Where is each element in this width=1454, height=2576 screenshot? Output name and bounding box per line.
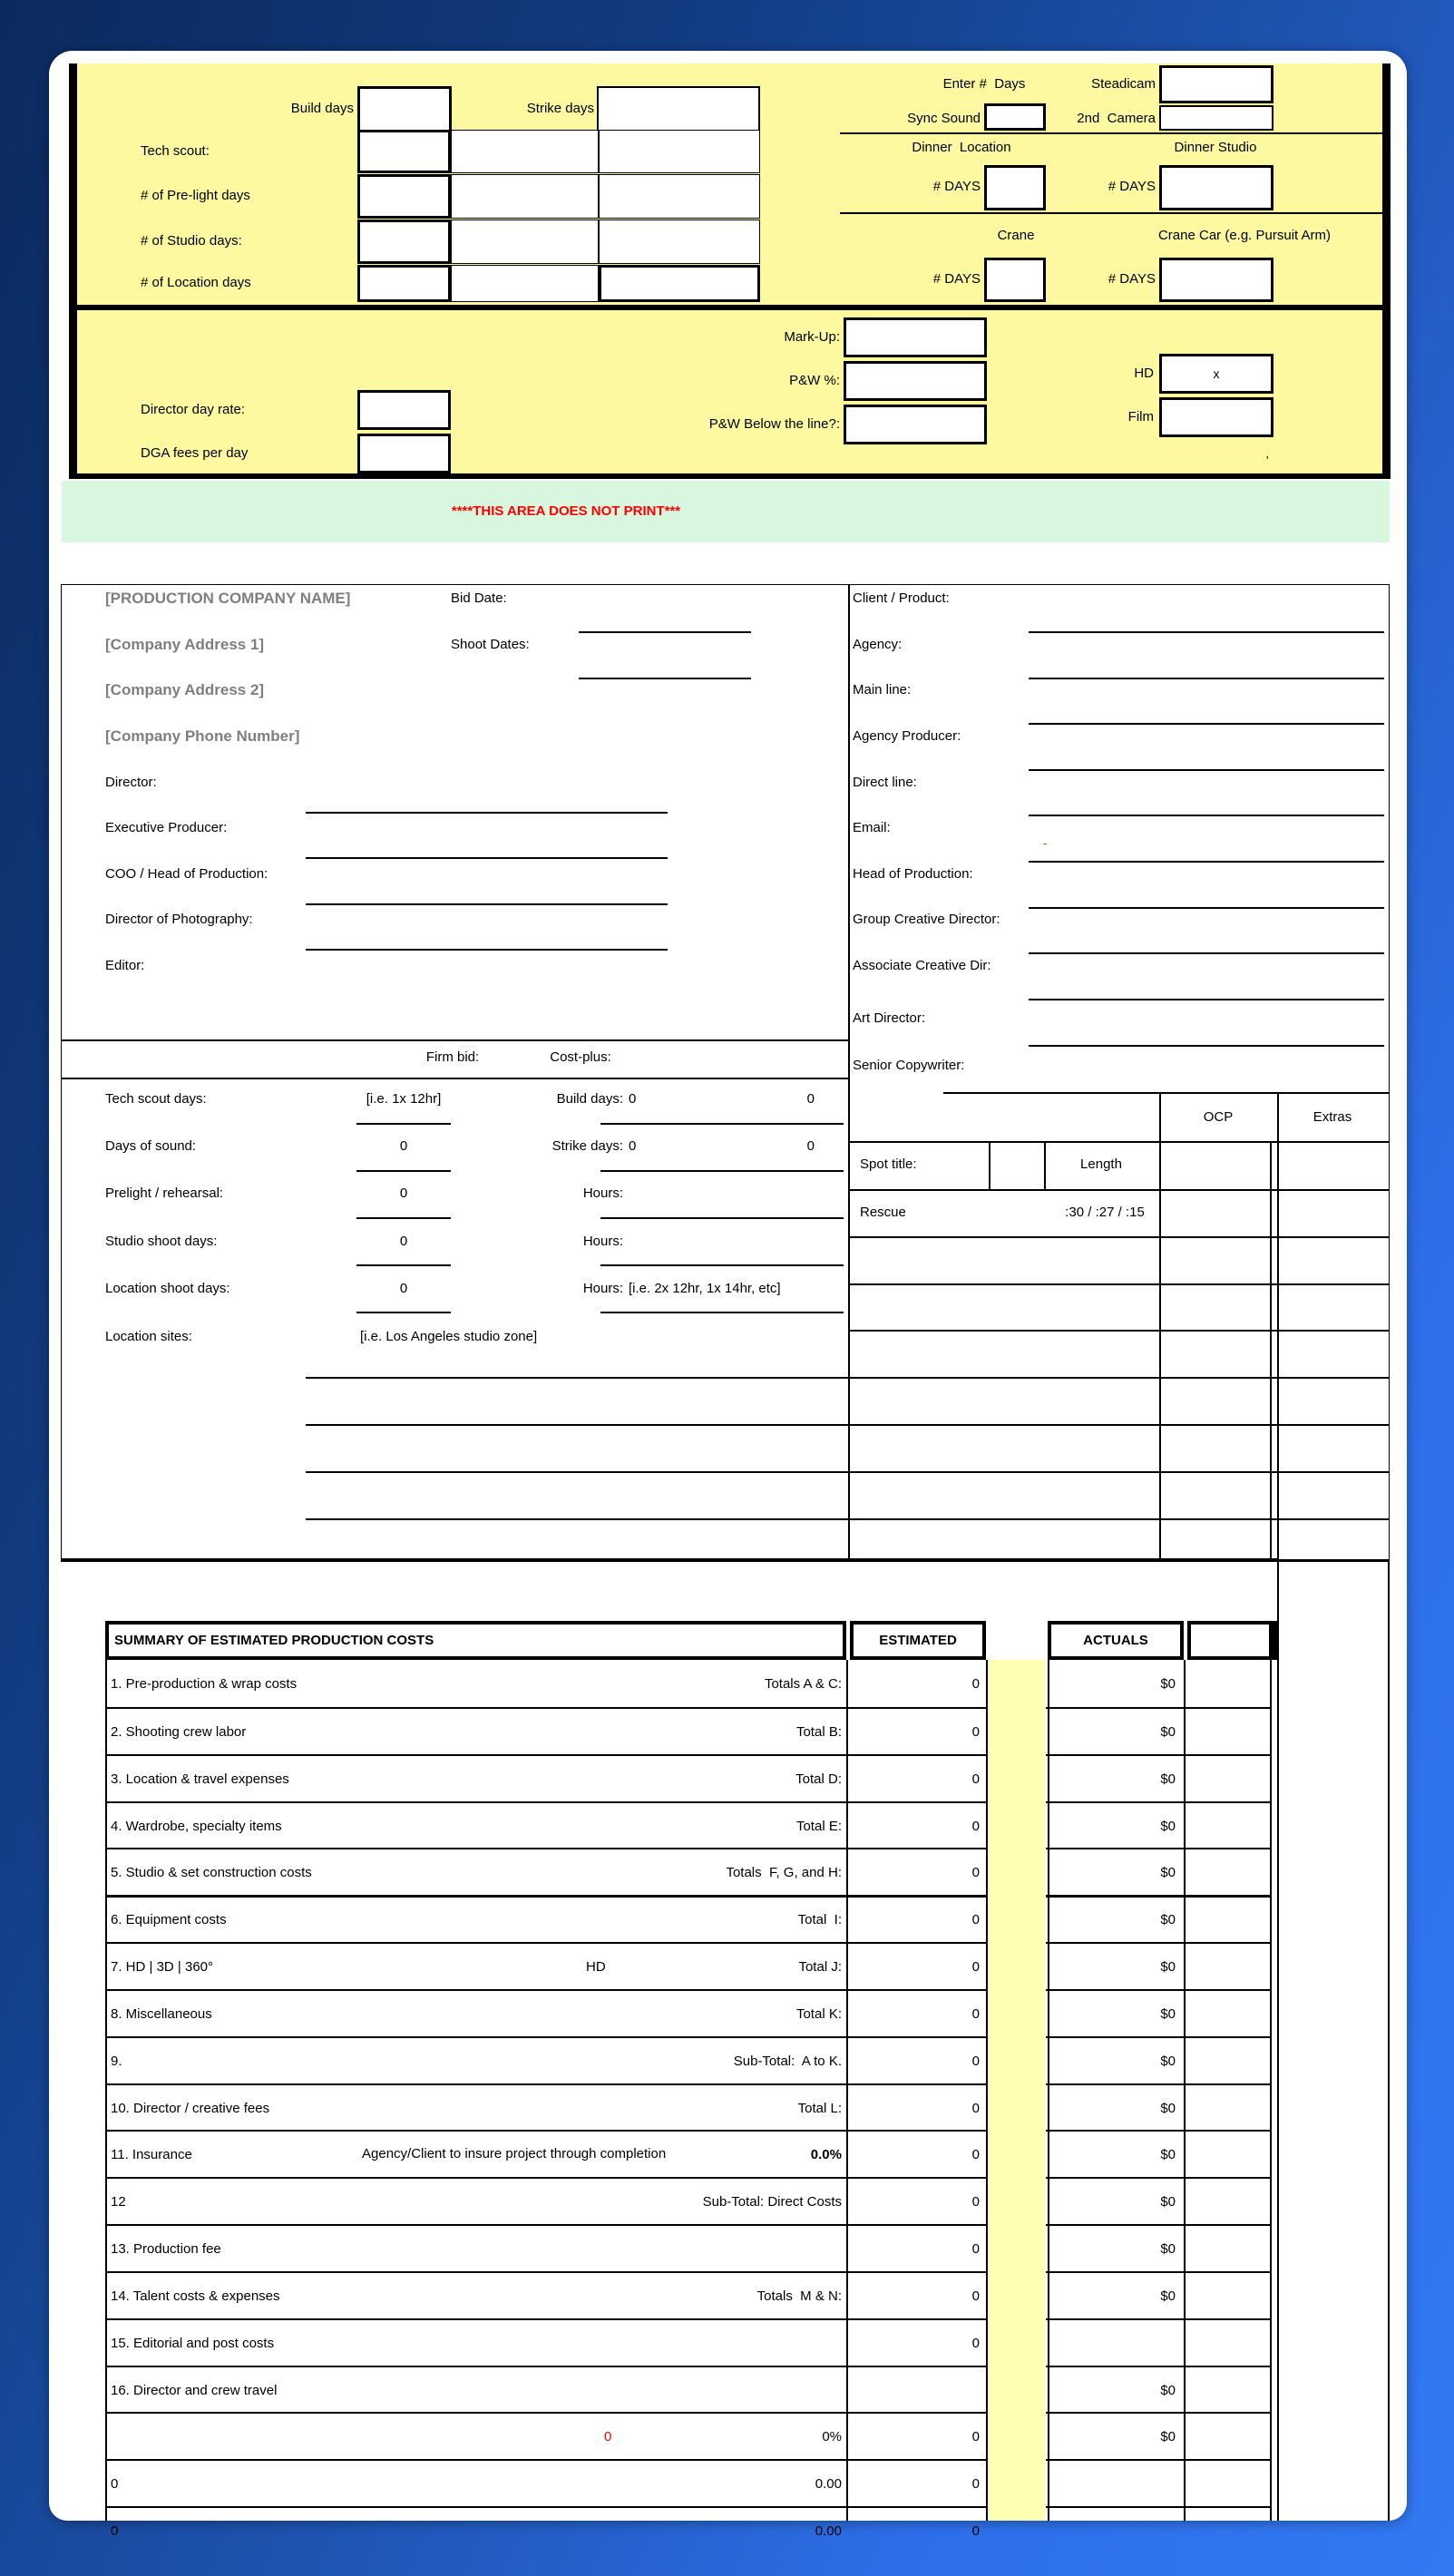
client-field-label: Direct line:: [853, 775, 917, 790]
form-bottom-border-thin: [1277, 1560, 1390, 1562]
schedule-underline: [356, 1170, 451, 1172]
summary-estimated-value[interactable]: 0: [971, 1771, 980, 1787]
company-info-line: [Company Phone Number]: [105, 727, 300, 745]
extras-column-right-line: [1388, 1560, 1390, 2521]
client-field-input[interactable]: [1029, 769, 1384, 771]
dga-fees-label: DGA fees per day: [141, 445, 249, 461]
stray-mark: ': [1266, 454, 1269, 467]
day-grid-cell[interactable]: [357, 220, 451, 264]
summary-row: [105, 2224, 1270, 2271]
estimated-header-box: [850, 1621, 986, 1660]
schedule-row-label-2: Hours:: [582, 1234, 623, 1249]
client-field-label: Client / Product:: [853, 590, 950, 606]
summary-row: [105, 1754, 1270, 1801]
crane-car-days-label: # DAYS: [1108, 271, 1156, 287]
client-field-label: Senior Copywriter:: [853, 1058, 965, 1073]
summary-row-label: 7. HD | 3D | 360°: [111, 1958, 214, 1975]
crew-field-input[interactable]: [306, 903, 668, 905]
summary-row: [105, 2130, 1270, 2177]
summary-estimated-value[interactable]: 0: [971, 2146, 980, 2162]
schedule-value-1[interactable]: 0: [399, 1234, 408, 1249]
summary-estimated-value[interactable]: 0: [971, 1912, 980, 1927]
summary-estimated-value[interactable]: 0: [971, 2053, 980, 2069]
location-sites-value[interactable]: [i.e. Los Angeles studio zone]: [360, 1329, 538, 1344]
schedule-value-2[interactable]: 0: [629, 1138, 637, 1154]
ocp-column-right-line: [1270, 1141, 1272, 1560]
length-label: Length: [1080, 1156, 1122, 1172]
divider-line: [840, 212, 1382, 214]
enter-days-label: Enter # Days: [942, 76, 1026, 92]
schedule-row-label-2: Hours:: [582, 1281, 623, 1296]
summary-row-label: 6. Equipment costs: [111, 1912, 227, 1927]
summary-estimated-value[interactable]: 0: [971, 1958, 980, 1975]
summary-estimated-value[interactable]: 0: [971, 2475, 980, 2492]
summary-row: [105, 2506, 1270, 2553]
schedule-value-3[interactable]: 0: [806, 1138, 815, 1154]
spot-cell-line: [1044, 1141, 1046, 1189]
summary-row-total-label: Total J:: [798, 1958, 842, 1975]
summary-row-total-label: Totals A & C:: [764, 1675, 842, 1692]
summary-yellow-stripe: [987, 1660, 1046, 2521]
hd-box-value: x: [1213, 366, 1220, 381]
crane-days-box[interactable]: [984, 258, 1046, 302]
shoot-dates-field[interactable]: [579, 678, 751, 679]
yellow-left-border-bar: [69, 63, 77, 479]
summary-row-total-label: Totals F, G, and H:: [726, 1864, 842, 1880]
markup-label: Mark-Up:: [784, 329, 840, 345]
summary-row-label: 12: [111, 2193, 126, 2210]
extras-column-header: Extras: [1313, 1109, 1352, 1125]
schedule-row-label: Tech scout days:: [105, 1091, 207, 1107]
summary-row-label: 13. Production fee: [111, 2240, 221, 2257]
firm-bid-label: Firm bid:: [425, 1049, 480, 1065]
schedule-row-label: Days of sound:: [105, 1138, 197, 1154]
summary-column-line: [846, 1660, 848, 2521]
cost-plus-label: Cost-plus:: [550, 1049, 611, 1065]
schedule-underline: [356, 1217, 451, 1219]
dinner-studio-days-label: # DAYS: [1108, 179, 1156, 194]
summary-row-total-label: Total D:: [795, 1771, 842, 1787]
schedule-underline: [356, 1264, 451, 1266]
actuals-header: ACTUALS: [1083, 1633, 1148, 1648]
schedule-row-label-2: Strike days:: [551, 1138, 623, 1154]
schedule-value-1[interactable]: 0: [399, 1281, 408, 1296]
dinner-studio-label: Dinner Studio: [1174, 140, 1257, 155]
summary-estimated-value[interactable]: 0: [971, 1723, 980, 1740]
spot-grid-line: [848, 1189, 1390, 1191]
summary-row-label: 8. Miscellaneous: [111, 2005, 212, 2022]
spot-grid-line: [848, 1141, 1390, 1143]
summary-row-red-value: 0: [604, 2428, 612, 2444]
summary-right-border: [1270, 1660, 1272, 2521]
summary-estimated-value[interactable]: 0: [971, 2428, 980, 2444]
section-rule: [61, 1039, 848, 1041]
yellow-divider-bar: [69, 305, 1391, 310]
day-grid-cell[interactable]: [357, 174, 451, 219]
summary-row-label: 16. Director and crew travel: [111, 2382, 278, 2398]
film-label: Film: [1127, 409, 1154, 424]
summary-row-mid-value: HD: [586, 1958, 606, 1975]
spot-cell-line: [989, 1141, 990, 1189]
client-field-label: Email:: [853, 820, 891, 835]
client-field-input[interactable]: [1029, 678, 1384, 679]
summary-row: [105, 1660, 1270, 1707]
day-grid-cell[interactable]: [599, 265, 760, 302]
crew-field-label: Director:: [105, 775, 157, 790]
spot-length-value[interactable]: :30 / :27 / :15: [1065, 1205, 1145, 1220]
spot-grid-line: [848, 1424, 1390, 1426]
spot-grid-line: [848, 1236, 1390, 1238]
day-grid-cell[interactable]: [599, 130, 760, 173]
day-grid-cell[interactable]: [599, 174, 760, 219]
client-field-input[interactable]: [1029, 861, 1384, 863]
schedule-underline: [600, 1217, 844, 1219]
summary-actuals-value[interactable]: $0: [1160, 2240, 1176, 2257]
client-field-input[interactable]: [1029, 907, 1384, 909]
summary-row-total-label: Total K:: [795, 2005, 842, 2022]
yellow-right-border-bar: [1382, 63, 1391, 479]
schedule-underline: [600, 1123, 844, 1125]
schedule-underline: [600, 1264, 844, 1266]
summary-actuals-value[interactable]: $0: [1160, 2146, 1176, 2162]
summary-row-label: 2. Shooting crew labor: [111, 1723, 247, 1740]
crane-car-days-box[interactable]: [1159, 258, 1273, 302]
spot-title-label: Spot title:: [860, 1156, 917, 1172]
summary-actuals-value[interactable]: $0: [1160, 2193, 1176, 2210]
crane-label: Crane: [997, 228, 1035, 243]
client-field-label: Agency:: [853, 637, 903, 652]
crane-car-label: Crane Car (e.g. Pursuit Arm): [1157, 228, 1332, 243]
summary-row: [105, 1707, 1270, 1754]
top-grid-row-label: # of Studio days:: [141, 233, 242, 249]
no-print-warning: ****THIS AREA DOES NOT PRINT***: [451, 503, 681, 519]
bid-date-field[interactable]: [579, 631, 751, 633]
blank-row-underline[interactable]: [306, 1518, 848, 1520]
spot-grid-line: [848, 1518, 1390, 1520]
summary-row-total-label: 0.00: [815, 2522, 842, 2539]
summary-row-total-label: 0%: [822, 2428, 842, 2444]
ocp-column-header: OCP: [1203, 1109, 1234, 1125]
crew-field-input[interactable]: [306, 812, 668, 814]
client-field-input[interactable]: [1029, 952, 1384, 954]
extras-column-left-line: [1277, 1093, 1279, 2521]
company-info-line: [Company Address 2]: [105, 681, 265, 698]
schedule-row-label: Studio shoot days:: [105, 1234, 218, 1249]
summary-row-total-label: Total B:: [795, 1723, 842, 1740]
hd-box[interactable]: [1159, 354, 1273, 394]
summary-row-total-label: Total I:: [797, 1912, 842, 1927]
summary-actuals-value[interactable]: $0: [1160, 2382, 1176, 2398]
summary-row: [105, 2177, 1270, 2224]
day-grid-cell[interactable]: [599, 220, 760, 264]
summary-extra-header-box: [1187, 1621, 1277, 1660]
summary-actuals-value[interactable]: $0: [1160, 1912, 1176, 1927]
summary-row-total-label: Sub-Total: A to K.: [733, 2053, 842, 2069]
schedule-row-label-2: Hours:: [582, 1186, 623, 1201]
crew-field-label: Executive Producer:: [105, 820, 228, 835]
director-day-rate-box[interactable]: [357, 390, 451, 430]
summary-estimated-value[interactable]: 0: [971, 2522, 980, 2539]
summary-estimated-value[interactable]: 0: [971, 1675, 980, 1692]
actuals-header-box: [1048, 1621, 1184, 1660]
summary-row: [105, 1895, 1270, 1942]
spot-grid-line: [848, 1330, 1390, 1332]
client-field-label: Agency Producer:: [853, 728, 961, 744]
summary-row-label: 0: [111, 2522, 119, 2539]
day-grid-cell[interactable]: [451, 130, 599, 173]
build-days-label: Build days: [290, 101, 354, 116]
summary-row: [105, 2036, 1270, 2083]
summary-actuals-value[interactable]: $0: [1160, 2428, 1176, 2444]
film-box[interactable]: [1159, 397, 1273, 437]
sync-sound-label: Sync Sound: [907, 111, 981, 126]
summary-actuals-value[interactable]: $0: [1160, 2288, 1176, 2304]
summary-row-total-label: Sub-Total: Direct Costs: [702, 2193, 842, 2210]
summary-row-total-label: 0.00: [815, 2475, 842, 2492]
blank-row-underline[interactable]: [306, 1377, 848, 1379]
spot-grid-line: [848, 1283, 1390, 1285]
summary-actuals-value[interactable]: $0: [1160, 1958, 1176, 1975]
summary-estimated-value[interactable]: 0: [971, 1818, 980, 1834]
summary-row: [105, 2271, 1270, 2318]
top-grid-row-label: # of Pre-light days: [141, 188, 250, 203]
spot-grid-line: [848, 1377, 1390, 1379]
summary-row-total-label: Total E:: [795, 1818, 842, 1834]
pw-percent-box[interactable]: [844, 361, 987, 401]
summary-row-label: 1. Pre-production & wrap costs: [111, 1675, 298, 1692]
second-camera-box[interactable]: [1159, 105, 1273, 131]
summary-row-label: 4. Wardrobe, specialty items: [111, 1818, 282, 1834]
client-field-input[interactable]: [1029, 723, 1384, 725]
day-grid-cell[interactable]: [357, 265, 451, 302]
summary-title: SUMMARY OF ESTIMATED PRODUCTION COSTS: [114, 1633, 434, 1648]
steadicam-box[interactable]: [1159, 65, 1273, 103]
markup-box[interactable]: [844, 317, 987, 357]
location-sites-label: Location sites:: [105, 1329, 192, 1344]
schedule-value-2[interactable]: 0: [629, 1091, 637, 1107]
schedule-value-2[interactable]: [i.e. 2x 12hr, 1x 14hr, etc]: [629, 1281, 781, 1296]
hd-label: HD: [1134, 366, 1154, 381]
estimated-header: ESTIMATED: [879, 1633, 957, 1648]
ocp-header-top-line: [943, 1092, 1390, 1094]
schedule-underline: [600, 1312, 844, 1313]
summary-estimated-value[interactable]: 0: [971, 2193, 980, 2210]
summary-row: [105, 2459, 1270, 2506]
summary-row-label: 10. Director / creative fees: [111, 2100, 270, 2116]
shoot-dates-label: Shoot Dates:: [451, 637, 530, 652]
summary-column-line: [1048, 1660, 1049, 2521]
summary-estimated-value[interactable]: 0: [971, 2005, 980, 2022]
summary-actuals-value[interactable]: $0: [1160, 2005, 1176, 2022]
crew-field-input[interactable]: [306, 949, 668, 951]
schedule-value-1[interactable]: 0: [399, 1186, 408, 1201]
schedule-value-1[interactable]: [i.e. 1x 12hr]: [366, 1091, 442, 1107]
schedule-underline: [356, 1123, 451, 1125]
summary-column-line: [1184, 1660, 1186, 2521]
crew-field-input[interactable]: [306, 857, 668, 859]
day-grid-cell[interactable]: [451, 265, 599, 302]
summary-actuals-value[interactable]: $0: [1160, 1864, 1176, 1880]
form-center-divider: [848, 584, 850, 1560]
day-grid-cell[interactable]: [357, 130, 451, 173]
day-grid-cell[interactable]: [451, 174, 599, 219]
strike-days-label: Strike days: [526, 101, 594, 116]
blank-row-underline[interactable]: [306, 1424, 848, 1426]
summary-estimated-value[interactable]: 0: [971, 2288, 980, 2304]
blank-row-underline[interactable]: [306, 1471, 848, 1473]
summary-actuals-value[interactable]: $0: [1160, 1818, 1176, 1834]
dga-fees-box[interactable]: [357, 434, 451, 473]
schedule-underline: [356, 1312, 451, 1313]
divider-line: [840, 132, 1382, 134]
company-info-line: [Company Address 1]: [105, 636, 265, 653]
top-grid-row-label: # of Location days: [141, 275, 251, 290]
summary-row: [105, 1848, 1270, 1895]
client-field-label: Art Director:: [853, 1010, 926, 1026]
summary-row: [105, 1942, 1270, 1989]
summary-row-label: 15. Editorial and post costs: [111, 2335, 275, 2351]
spot-grid-line: [848, 1471, 1390, 1473]
summary-row: [105, 2083, 1270, 2131]
summary-row: [105, 2366, 1270, 2413]
summary-row-label: 11. Insurance: [111, 2146, 192, 2162]
no-print-strip: [62, 481, 1390, 542]
summary-row-total-label: 0.0%: [810, 2146, 842, 2162]
summary-left-border: [105, 1660, 107, 2521]
client-field-input[interactable]: [1029, 815, 1384, 816]
client-field-label: Group Creative Director:: [853, 912, 1000, 927]
summary-row: [105, 2318, 1270, 2366]
summary-row: [105, 1989, 1270, 2036]
pw-below-line-label: P&W Below the line?:: [708, 416, 840, 432]
section-rule: [61, 1078, 848, 1079]
bid-date-label: Bid Date:: [451, 590, 507, 606]
spot-name[interactable]: Rescue: [860, 1205, 906, 1220]
summary-estimated-value[interactable]: 0: [971, 2335, 980, 2351]
dinner-studio-days-box[interactable]: [1159, 165, 1273, 210]
dinner-location-days-label: # DAYS: [932, 179, 981, 194]
summary-row-label: 9.: [111, 2053, 122, 2069]
form-bottom-border: [61, 1558, 1277, 1562]
summary-row: [105, 1801, 1270, 1849]
summary-actuals-value[interactable]: $0: [1160, 2053, 1176, 2069]
day-grid-cell[interactable]: [451, 220, 599, 264]
pw-below-line-box[interactable]: [844, 405, 987, 444]
schedule-row-label: Location shoot days:: [105, 1281, 230, 1296]
summary-row-label: 5. Studio & set construction costs: [111, 1864, 312, 1880]
summary-row-label: 0: [111, 2475, 119, 2492]
summary-actuals-value[interactable]: $0: [1160, 1771, 1176, 1787]
summary-row: [105, 2412, 1270, 2459]
crew-field-label: COO / Head of Production:: [105, 866, 268, 882]
summary-actuals-value[interactable]: $0: [1160, 1675, 1176, 1692]
client-field-label: Associate Creative Dir:: [853, 958, 991, 973]
summary-table-body: [105, 1660, 1270, 2539]
client-field-input[interactable]: [1029, 1045, 1384, 1047]
summary-actuals-value[interactable]: $0: [1160, 2100, 1176, 2116]
top-grid-row-label: Tech scout:: [141, 143, 210, 159]
director-day-rate-label: Director day rate:: [141, 402, 246, 417]
yellow-bottom-bar: [69, 473, 1391, 479]
crew-field-label: Editor:: [105, 958, 145, 973]
summary-row-label: 14. Talent costs & expenses: [111, 2288, 280, 2304]
schedule-row-label-2: Build days:: [556, 1091, 623, 1107]
second-camera-label: 2nd Camera: [1077, 111, 1156, 126]
client-field-label: Head of Production:: [853, 866, 973, 882]
ocp-column-left-line: [1159, 1093, 1161, 1560]
company-info-line: [PRODUCTION COMPANY NAME]: [105, 590, 351, 607]
email-dash-mark: -: [1043, 836, 1048, 850]
summary-column-line: [986, 1660, 988, 2521]
steadicam-label: Steadicam: [1091, 76, 1156, 92]
dinner-location-days-box[interactable]: [984, 165, 1046, 210]
pw-percent-label: P&W %:: [789, 373, 840, 388]
client-field-input[interactable]: [1029, 999, 1384, 1000]
summary-row-note: Agency/Client to insure project through completion: [362, 2146, 667, 2161]
crew-field-label: Director of Photography:: [105, 912, 253, 927]
summary-estimated-value[interactable]: 0: [971, 2240, 980, 2257]
summary-row-total-label: Total L:: [797, 2100, 842, 2116]
sync-sound-box[interactable]: [984, 103, 1046, 131]
summary-estimated-value[interactable]: 0: [971, 2100, 980, 2116]
crane-days-label: # DAYS: [932, 271, 981, 287]
summary-actuals-value[interactable]: $0: [1160, 1723, 1176, 1740]
schedule-row-label: Prelight / rehearsal:: [105, 1186, 224, 1201]
client-field-label: Main line:: [853, 682, 912, 698]
summary-row-total-label: Totals M & N:: [756, 2288, 842, 2304]
summary-title-box: [105, 1621, 846, 1660]
schedule-value-1[interactable]: 0: [399, 1138, 408, 1154]
summary-row-label: 3. Location & travel expenses: [111, 1771, 289, 1787]
schedule-value-3[interactable]: 0: [806, 1091, 815, 1107]
dinner-location-label: Dinner Location: [912, 140, 1011, 155]
schedule-underline: [600, 1170, 844, 1172]
summary-estimated-value[interactable]: 0: [971, 1864, 980, 1880]
client-field-input[interactable]: [1029, 631, 1384, 633]
